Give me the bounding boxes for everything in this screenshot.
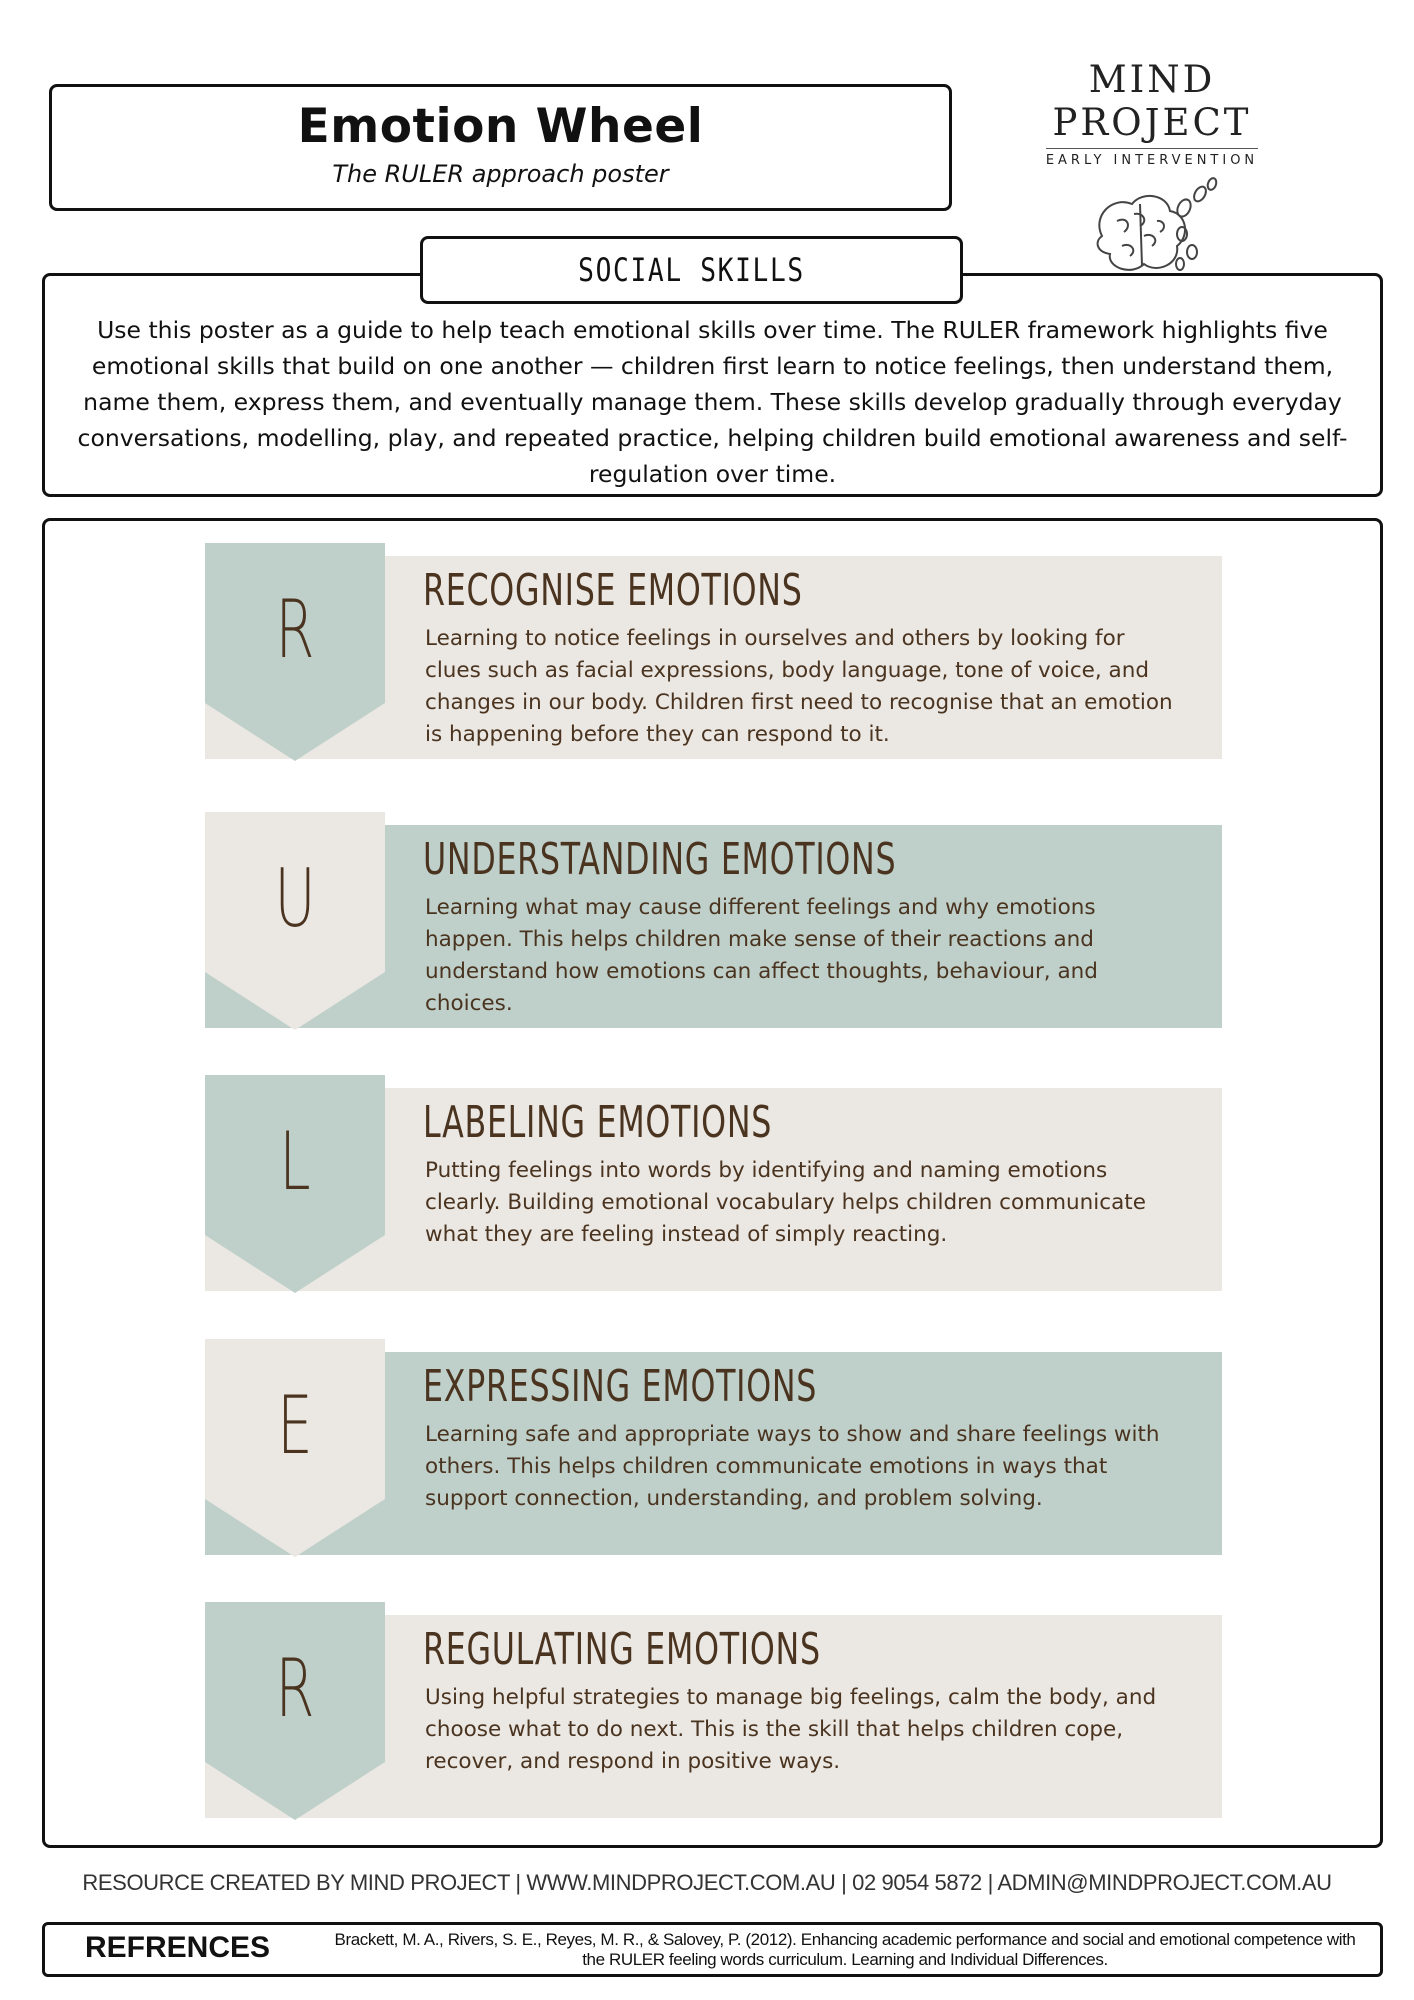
page-subtitle: The RULER approach poster <box>332 160 669 188</box>
skill-row-understanding <box>205 812 1222 1030</box>
skill-heading: EXPRESSING EMOTIONS <box>423 1361 818 1412</box>
skill-letter: L <box>279 1115 311 1208</box>
intro-box <box>42 273 1383 497</box>
skill-heading: REGULATING EMOTIONS <box>423 1624 821 1675</box>
skill-row-regulating <box>205 1602 1222 1820</box>
intro-text: Use this poster as a guide to help teach emotional skills over time. The RULER framework highlights five emotional skills that build on one another — children first learn to notice feelings, then understand them, name them, express them, and eventually manage them. These skills develop gradually through everyday conversations, modelling, play, and repeated practice, helping children build emotional awareness and self-regulation over time. <box>77 316 1348 488</box>
logo-tagline: EARLY INTERVENTION <box>1046 148 1258 168</box>
skill-description: Learning to notice feelings in ourselves and others by looking for clues such as facial expressions, body language, tone of voice, and changes in our body. Children first need to recognise that an emotion is happening before they can respond to it. <box>425 626 1173 747</box>
skill-letter: R <box>275 1642 315 1735</box>
letter-flag <box>205 812 385 1030</box>
skill-heading: LABELING EMOTIONS <box>423 1097 773 1148</box>
letter-flag <box>205 543 385 761</box>
skill-description: Learning what may cause different feelings and why emotions happen. This helps children make sense of their reactions and understand how emotions can affect thoughts, behaviour, and choices. <box>425 895 1098 1016</box>
references-box <box>42 1922 1383 1977</box>
footer-credit: RESOURCE CREATED BY MIND PROJECT | WWW.MINDPROJECT.COM.AU | 02 9054 5872 | ADMIN@MINDPROJECT.COM.AU <box>82 1870 1332 1895</box>
skill-letter: E <box>277 1379 313 1472</box>
references-label: REFRENCES <box>85 1931 271 1964</box>
skill-description: Using helpful strategies to manage big feelings, calm the body, and choose what to do next. This is the skill that helps children cope, recover, and respond in positive ways. <box>425 1685 1157 1774</box>
letter-flag <box>205 1339 385 1557</box>
skill-row-labeling <box>205 1075 1222 1293</box>
skill-description: Learning safe and appropriate ways to show and share feelings with others. This helps children communicate emotions in ways that support connection, understanding, and problem solving. <box>425 1422 1160 1511</box>
section-tab-label: SOCIAL SKILLS <box>578 251 805 289</box>
logo-brand: MIND PROJECT <box>1052 58 1252 144</box>
letter-flag <box>205 1075 385 1293</box>
skill-row-expressing <box>205 1339 1222 1557</box>
page-title: Emotion Wheel <box>297 99 704 154</box>
skill-heading: UNDERSTANDING EMOTIONS <box>423 834 897 885</box>
section-tab <box>420 236 963 304</box>
skill-row-recognise <box>205 543 1222 761</box>
title-box <box>49 84 952 211</box>
skill-letter: U <box>274 852 316 945</box>
skill-letter: R <box>275 583 315 676</box>
skill-description: Putting feelings into words by identifying and naming emotions clearly. Building emotional vocabulary helps children communicate what they are feeling instead of simply reacting. <box>425 1158 1146 1247</box>
references-text: Brackett, M. A., Rivers, S. E., Reyes, M. R., & Salovey, P. (2012). Enhancing academic performance and social and emotional competence with the RULER feeling words curriculum. Learning and Individual Differences. <box>334 1930 1356 1969</box>
brain-icon <box>1072 176 1232 286</box>
skill-heading: RECOGNISE EMOTIONS <box>423 565 803 616</box>
mind-project-logo <box>982 58 1322 258</box>
letter-flag <box>205 1602 385 1820</box>
